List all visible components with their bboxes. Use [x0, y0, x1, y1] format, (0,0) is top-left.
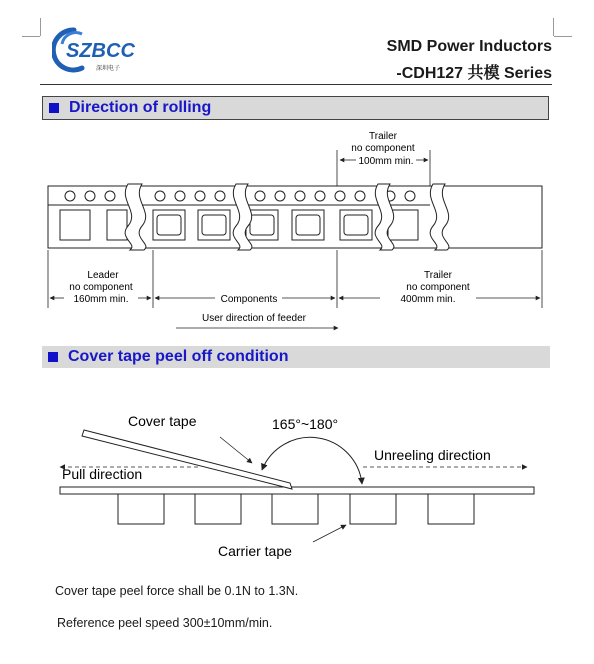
- carrier-tape: [60, 487, 534, 524]
- svg-text:no component: no component: [406, 282, 470, 293]
- svg-text:no component: no component: [351, 143, 415, 154]
- document-title-line2: -CDH127 共模 Series: [396, 65, 552, 82]
- logo-text: SZBCC: [66, 40, 135, 62]
- svg-text:160mm min.: 160mm min.: [73, 294, 129, 305]
- pull-direction-label: Pull direction: [62, 466, 143, 482]
- section-title: Cover tape peel off condition: [68, 348, 289, 365]
- cover-tape-label: Cover tape: [128, 413, 197, 429]
- feeder-direction-label: User direction of feeder: [202, 313, 306, 324]
- company-logo: [52, 24, 160, 76]
- header-divider: [40, 84, 552, 85]
- svg-text:Trailer: Trailer: [424, 270, 452, 281]
- svg-text:100mm min.: 100mm min.: [358, 156, 414, 167]
- crop-mark-top-right-h: [554, 36, 572, 37]
- peel-speed-note: Reference peel speed 300±10mm/min.: [57, 616, 273, 630]
- crop-mark-top-left-v: [40, 18, 41, 36]
- svg-text:no component: no component: [69, 282, 133, 293]
- rolling-direction-diagram: [0, 120, 594, 340]
- crop-mark-top-right-v: [553, 18, 554, 36]
- angle-label: 165°~180°: [272, 416, 339, 432]
- trailer-bottom-label: [400, 270, 469, 305]
- section-heading-rolling: [42, 96, 549, 120]
- leader-label: [69, 270, 133, 305]
- section-bullet-icon: [48, 352, 58, 362]
- components-label: Components: [220, 294, 278, 305]
- logo-subtext: 深圳电子: [96, 66, 121, 72]
- svg-text:400mm min.: 400mm min.: [400, 294, 456, 305]
- svg-text:Leader: Leader: [87, 270, 119, 281]
- section-title: Direction of rolling: [69, 99, 212, 116]
- svg-text:Trailer: Trailer: [369, 131, 397, 142]
- peel-force-note: Cover tape peel force shall be 0.1N to 1.3N.: [55, 584, 299, 598]
- carrier-tape-label: Carrier tape: [218, 543, 292, 559]
- document-title-line1: SMD Power Inductors: [386, 38, 552, 55]
- section-heading-peel: [42, 346, 550, 368]
- unreeling-direction-label: Unreeling direction: [374, 447, 491, 463]
- trailer-top-label: [351, 131, 415, 167]
- carrier-tape-strip: [48, 184, 542, 250]
- peel-condition-diagram: [0, 400, 594, 570]
- section-bullet-icon: [49, 103, 59, 113]
- crop-mark-top-left-h: [22, 36, 40, 37]
